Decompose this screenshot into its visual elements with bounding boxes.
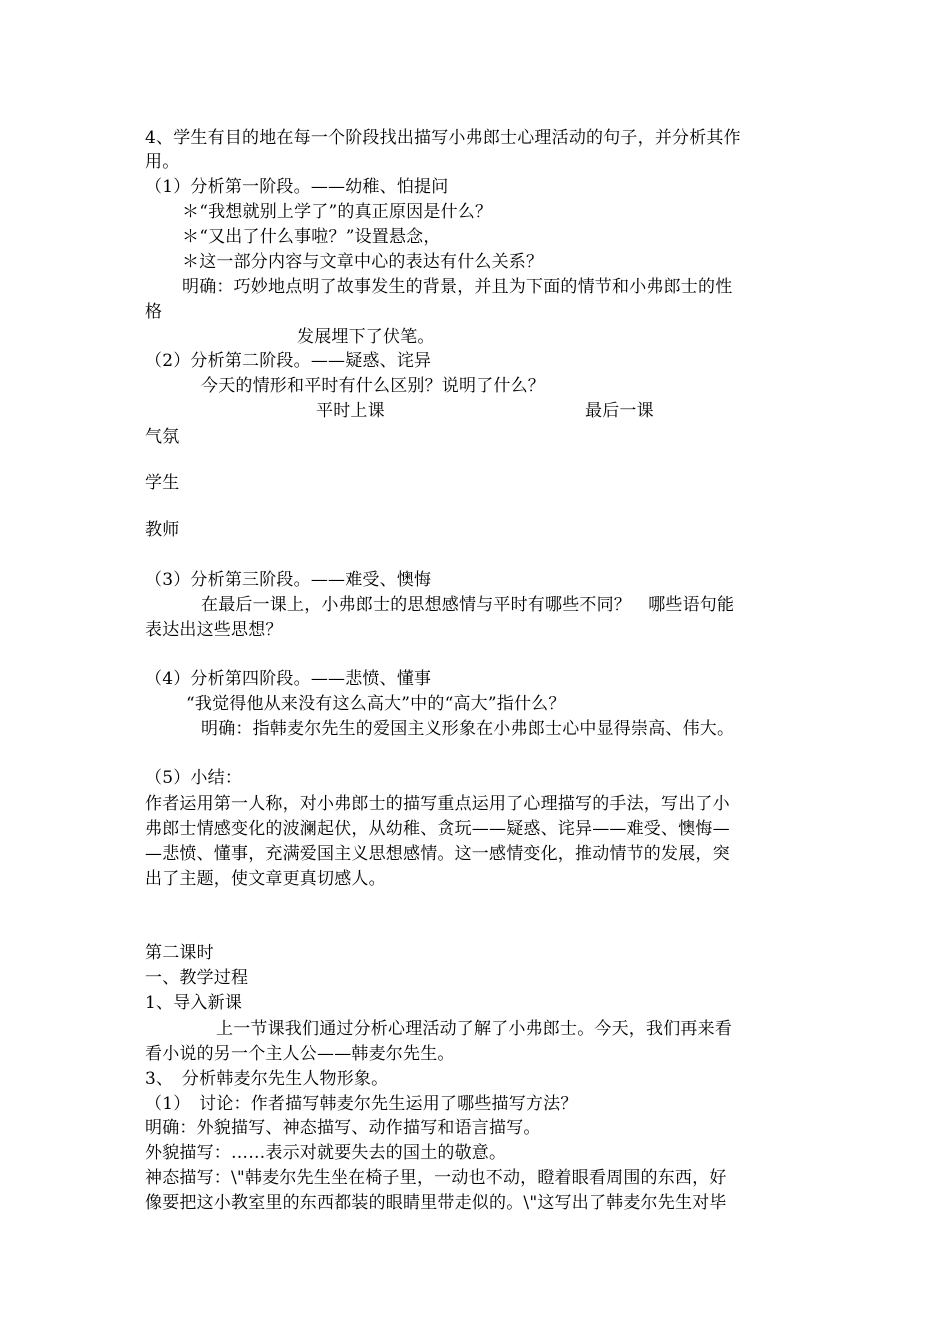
text-line: 作者运用第一人称，对小弗郎士的描写重点运用了心理描写的手法，写出了小 (145, 794, 730, 814)
text-line: （4）分析第四阶段。——悲愤、懂事 (145, 669, 432, 689)
text-line: —悲愤、懂事，充满爱国主义思想感情。这一感情变化，推动情节的发展，突 (145, 844, 730, 864)
text-line: 一、教学过程 (145, 968, 249, 988)
text-line: 弗郎士情感变化的波澜起伏，从幼稚、贪玩——疑惑、诧异——难受、懊悔— (145, 819, 730, 839)
text-line: 在最后一课上，小弗郎士的思想感情与平时有哪些不同？ 哪些语句能 (201, 595, 735, 615)
table-header: 平时上课 (316, 401, 385, 421)
text-line: 像要把这小教室里的东西都装的眼睛里带走似的。\"这写出了韩麦尔先生对毕 (145, 1193, 727, 1213)
text-line: 出了主题，使文章更真切感人。 (145, 869, 386, 889)
text-line: 明确：巧妙地点明了故事发生的背景，并且为下面的情节和小弗郎士的性 (182, 277, 733, 297)
text-line: 外貌描写：……表示对就要失去的国土的敬意。 (145, 1143, 507, 1163)
text-line: 上一节课我们通过分析心理活动了解了小弗郎士。今天，我们再来看 (216, 1019, 732, 1039)
text-line: “我觉得他从来没有这么高大”中的“高大”指什么？ (186, 694, 566, 714)
text-line: 格 (145, 302, 163, 322)
text-line: （5）小结： (145, 768, 243, 788)
table-header: 最后一课 (585, 401, 654, 421)
section-title: 第二课时 (145, 943, 214, 963)
text-line: 神态描写：\"韩麦尔先生坐在椅子里，一动也不动，瞪着眼看周围的东西，好 (145, 1168, 727, 1188)
text-line: 今天的情形和平时有什么区别？说明了什么？ (201, 376, 545, 396)
text-line: 看小说的另一个主人公——韩麦尔先生。 (145, 1044, 455, 1064)
text-line: 明确：指韩麦尔先生的爱国主义形象在小弗郎士心中显得崇高、伟大。 (201, 719, 735, 739)
text-line: 用。 (145, 152, 180, 172)
text-line: （3）分析第三阶段。——难受、懊悔 (145, 570, 432, 590)
text-line: 明确：外貌描写、神态描写、动作描写和语言描写。 (145, 1118, 541, 1138)
table-row-label: 学生 (145, 473, 180, 493)
text-line: 4、学生有目的地在每一个阶段找出描写小弗郎士心理活动的句子，并分析其作 (145, 128, 741, 148)
text-line: 发展埋下了伏笔。 (297, 327, 435, 347)
text-line: 表达出这些思想？ (145, 620, 283, 640)
table-row-label: 教师 (145, 520, 180, 540)
text-line: （2）分析第二阶段。——疑惑、诧异 (145, 351, 432, 371)
text-line: ＊“又出了什么事啦？”设置悬念， (182, 227, 441, 247)
text-line: ＊“我想就别上学了”的真正原因是什么？ (182, 202, 493, 222)
text-line: ＊这一部分内容与文章中心的表达有什么关系？ (182, 252, 544, 272)
table-row-label: 气氛 (145, 427, 180, 447)
text-line: （1）分析第一阶段。——幼稚、怕提问 (145, 177, 449, 197)
text-line: 3、 分析韩麦尔先生人物形象。 (145, 1069, 389, 1089)
text-line: （1） 讨论：作者描写韩麦尔先生运用了哪些描写方法？ (145, 1094, 578, 1114)
text-line: 1、导入新课 (145, 993, 243, 1013)
